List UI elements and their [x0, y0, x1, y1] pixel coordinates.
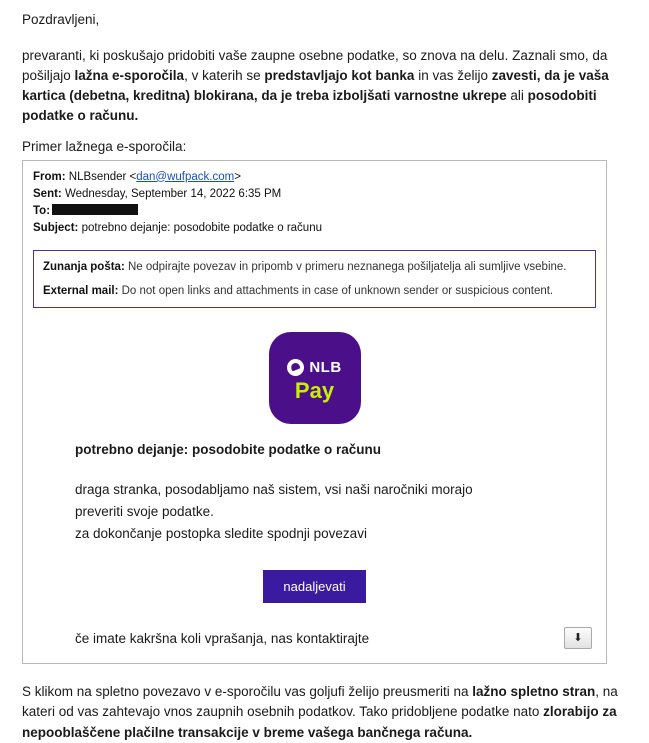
sent-label: Sent:	[33, 187, 62, 200]
logo-container	[23, 322, 606, 442]
footer-contact-text: če imate kakršna koli vprašanja, nas kontaktirajte	[75, 630, 370, 646]
from-close: >	[234, 170, 241, 183]
logo-brand-text: NLB	[309, 358, 342, 376]
emphasis-text: zavesti, da je vaša kartica (debetna, kreditna) blokirana, da je treba izboljšati varnostne ukrepe	[22, 67, 609, 104]
intro-paragraph	[22, 46, 633, 127]
plain-text: , na kateri od vas zahtevajo vnos zaupnih osebnih podatkov. Tako pridobljene podatke nato	[22, 684, 618, 720]
phishing-email-card	[22, 160, 607, 665]
emphasis-text: posodobiti podatke o računu.	[22, 88, 597, 124]
header-to	[33, 203, 596, 220]
email-headers	[23, 161, 606, 244]
example-label: Primer lažnega e-sporočila:	[22, 138, 187, 154]
redacted-recipient	[52, 204, 138, 215]
from-address-link[interactable]: dan@wufpack.com	[136, 170, 235, 183]
external-mail-warning	[33, 250, 596, 309]
sent-value: Wednesday, September 14, 2022 6:35 PM	[64, 187, 282, 200]
plain-text: S klikom na spletno povezavo v e-sporočilu vas goljufi želijo preusmeriti na	[22, 684, 473, 700]
emphasis-text: lažna e-sporočila	[74, 67, 185, 83]
plain-text: ali	[506, 88, 528, 104]
warning-label-en: External mail:	[43, 284, 119, 297]
header-sent	[33, 186, 596, 203]
subject-value: potrebno dejanje: posodobite podatke o računu	[81, 222, 322, 235]
body-line-1: draga stranka, posodabljamo naš sistem, vsi naši naročniki morajo	[75, 482, 473, 498]
nlb-pay-logo	[269, 332, 361, 424]
emphasis-text: lažno spletno stran	[472, 684, 596, 700]
subject-label: Subject:	[33, 222, 79, 235]
from-label: From:	[33, 170, 66, 183]
plain-text: in vas želijo	[414, 67, 492, 83]
email-body	[23, 318, 606, 663]
closing-paragraph	[22, 680, 633, 743]
email-body-text	[23, 479, 606, 544]
plain-text: prevaranti, ki poskušajo pridobiti vaše zaupne osebne podatke, so znova na delu. Zaznali smo, da pošiljajo	[22, 47, 608, 83]
plain-text: , v katerih se	[184, 67, 265, 83]
warning-text-sl: Ne odpirajte povezav in pripomb v primeru neznanega pošiljatelja ali sumljive vsebine.	[124, 260, 567, 273]
warning-line-en	[43, 282, 586, 300]
body-line-2: preveriti svoje podatke.	[75, 503, 214, 519]
nlb-circle-icon	[287, 359, 304, 376]
logo-product-text: Pay	[294, 377, 335, 403]
greeting-text: Pozdravljeni,	[22, 12, 100, 27]
emphasis-text: predstavljajo kot banka	[264, 67, 415, 83]
warning-label-sl: Zunanja pošta:	[43, 260, 125, 273]
email-footer	[23, 627, 606, 649]
logo-top-row	[287, 359, 341, 376]
warning-line-sl	[43, 258, 586, 276]
from-name: NLBsender <	[68, 170, 137, 183]
emphasis-text: zlorabijo za nepooblaščene plačilne transakcije v breme vašega bančnega računa.	[22, 704, 617, 740]
continue-button[interactable]: nadaljevati	[263, 570, 365, 603]
warning-text-en: Do not open links and attachments in case of unknown sender or suspicious content.	[118, 284, 554, 297]
cta-container	[23, 570, 606, 603]
email-subject-heading: potrebno dejanje: posodobite podatke o računu	[75, 442, 382, 458]
header-subject	[33, 220, 596, 237]
body-line-3: za dokončanje postopka sledite spodnji povezavi	[75, 525, 367, 541]
header-from	[33, 169, 596, 186]
download-icon[interactable]: ⬇	[564, 627, 592, 649]
to-label: To:	[33, 205, 51, 218]
